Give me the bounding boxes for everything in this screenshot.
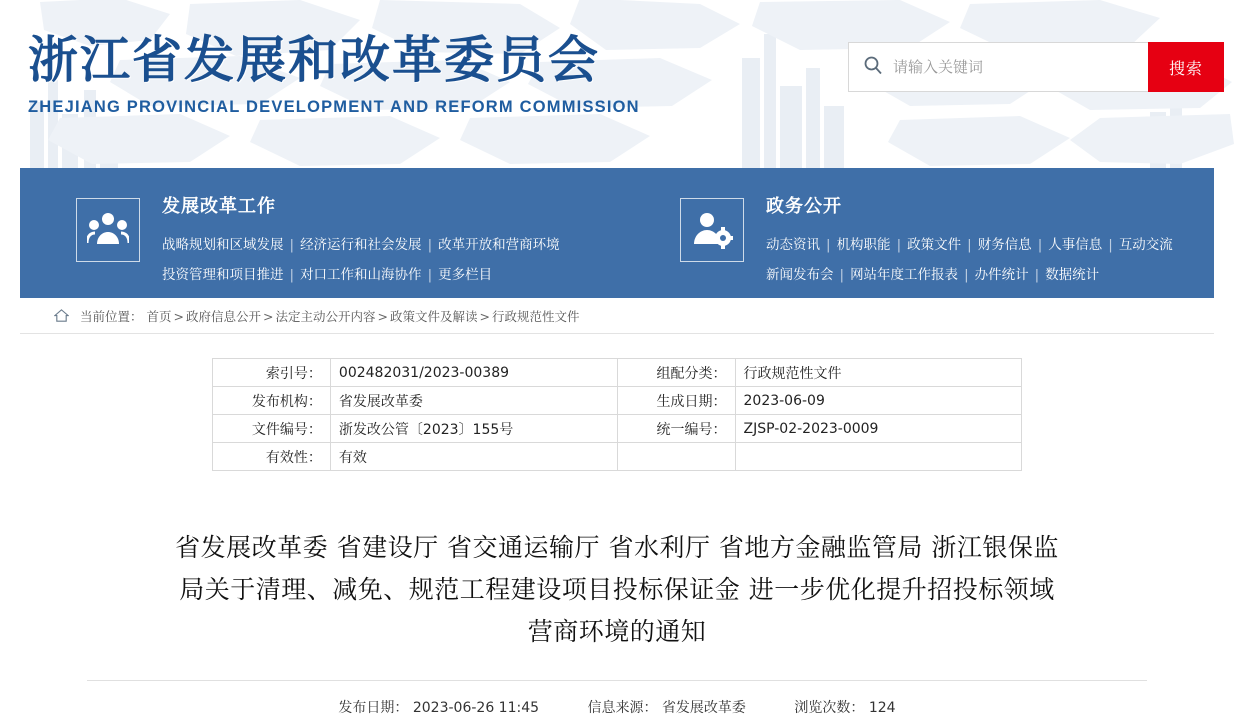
table-row xyxy=(213,359,1022,387)
document-meta xyxy=(212,358,1022,471)
divider xyxy=(87,680,1147,681)
source-value: 省发展改革委 xyxy=(661,700,746,716)
meta-value: 002482031/2023-00389 xyxy=(330,359,617,387)
nav-panel xyxy=(20,168,1214,298)
view-count-value: 124 xyxy=(868,700,896,716)
nav-link[interactable]: 新闻发布会 xyxy=(766,267,834,283)
document-meta-table xyxy=(212,358,1022,471)
nav-link[interactable]: 战略规划和区域发展 xyxy=(162,237,284,253)
table-row xyxy=(213,387,1022,415)
publish-date-value: 2023-06-26 11:45 xyxy=(412,700,540,716)
nav-link[interactable]: 互动交流 xyxy=(1118,237,1173,253)
nav-links-row-1: 动态资讯 | 机构职能 | 政策文件 | 财务信息 | 人事信息 | 互动交流 xyxy=(766,237,1173,253)
nav-group-title: 发展改革工作 xyxy=(162,196,276,217)
nav-link[interactable]: 财务信息 xyxy=(977,237,1032,253)
meta-value-empty xyxy=(735,443,1022,471)
breadcrumb-item[interactable]: 首页 xyxy=(146,308,172,324)
meta-label: 有效性： xyxy=(213,443,331,471)
nav-link[interactable]: 动态资讯 xyxy=(766,237,820,253)
breadcrumb-item[interactable]: 政策文件及解读 xyxy=(390,308,478,324)
breadcrumb-item[interactable]: 法定主动公开内容 xyxy=(275,308,376,324)
meta-value: 省发展改革委 xyxy=(330,387,617,415)
search-input[interactable] xyxy=(883,57,1138,77)
nav-links-row-2: 新闻发布会 | 网站年度工作报表 | 办件统计 | 数据统计 xyxy=(766,267,1100,283)
meta-value: 行政规范性文件 xyxy=(735,359,1022,387)
meta-value: 有效 xyxy=(330,443,617,471)
nav-link[interactable]: 投资管理和项目推进 xyxy=(162,267,284,283)
meta-value: 2023-06-09 xyxy=(735,387,1022,415)
meta-label: 生成日期： xyxy=(617,387,735,415)
site-title-en: ZHEJIANG PROVINCIAL DEVELOPMENT AND REFORM COMMISSION xyxy=(28,97,640,116)
nav-links-row-1: 战略规划和区域发展 | 经济运行和社会发展 | 改革开放和营商环境 xyxy=(162,237,560,253)
view-count xyxy=(794,700,895,716)
search-field-wrapper[interactable] xyxy=(848,42,1148,92)
table-row xyxy=(213,415,1022,443)
source xyxy=(587,700,750,716)
meta-label: 统一编号： xyxy=(617,415,735,443)
source-label: 信息来源： xyxy=(587,700,658,716)
nav-links-row-2: 投资管理和项目推进 | 对口工作和山海协作 | 更多栏目 xyxy=(162,267,493,283)
site-title-cn: 浙江省发展和改革委员会 xyxy=(28,31,600,89)
people-group-icon xyxy=(76,198,140,262)
site-brand xyxy=(28,32,640,117)
publish-date xyxy=(338,700,543,716)
table-row xyxy=(213,443,1022,471)
nav-link[interactable]: 人事信息 xyxy=(1048,237,1103,253)
nav-link[interactable]: 改革开放和营商环境 xyxy=(438,237,560,253)
view-count-label: 浏览次数： xyxy=(794,700,865,716)
breadcrumb-item[interactable]: 政府信息公开 xyxy=(186,308,262,324)
breadcrumb-prefix: 当前位置： xyxy=(80,308,143,324)
nav-link[interactable]: 政策文件 xyxy=(907,237,962,253)
meta-value: 浙发改公管〔2023〕155号 xyxy=(330,415,617,443)
meta-label: 组配分类： xyxy=(617,359,735,387)
nav-link[interactable]: 办件统计 xyxy=(974,267,1029,283)
person-gear-icon xyxy=(680,198,744,262)
document-info-bar xyxy=(0,680,1234,717)
document-title: 省发展改革委 省建设厅 省交通运输厅 省水利厅 省地方金融监管局 浙江银保监局关于清理、减免、规范工程建设项目投标保证金 进一步优化提升招投标领域营商环境的通知 xyxy=(175,533,1059,646)
nav-link[interactable]: 经济运行和社会发展 xyxy=(300,237,422,253)
nav-group-development-reform xyxy=(20,168,640,298)
nav-link[interactable]: 网站年度工作报表 xyxy=(850,267,959,283)
site-header xyxy=(0,0,1234,168)
nav-group-title: 政务公开 xyxy=(766,196,842,217)
nav-link[interactable]: 机构职能 xyxy=(836,237,891,253)
publish-date-label: 发布日期： xyxy=(338,700,409,716)
meta-label: 发布机构： xyxy=(213,387,331,415)
breadcrumb-trail: 当前位置： 首页 > 政府信息公开 > 法定主动公开内容 > 政策文件及解读 > 行政规范性文件 xyxy=(80,308,580,324)
meta-value: ZJSP-02-2023-0009 xyxy=(735,415,1022,443)
meta-label-empty xyxy=(617,443,735,471)
breadcrumb-item-current[interactable]: 行政规范性文件 xyxy=(492,308,580,324)
nav-link[interactable]: 更多栏目 xyxy=(438,267,493,283)
search-box xyxy=(848,42,1224,92)
nav-group-government-disclosure xyxy=(640,168,1173,298)
breadcrumb xyxy=(20,298,1214,334)
meta-label: 索引号： xyxy=(213,359,331,387)
search-button[interactable]: 搜索 xyxy=(1148,42,1224,92)
search-icon xyxy=(863,55,883,80)
nav-link[interactable]: 数据统计 xyxy=(1045,267,1100,283)
meta-label: 文件编号： xyxy=(213,415,331,443)
nav-link[interactable]: 对口工作和山海协作 xyxy=(300,267,422,283)
home-icon xyxy=(54,308,69,326)
